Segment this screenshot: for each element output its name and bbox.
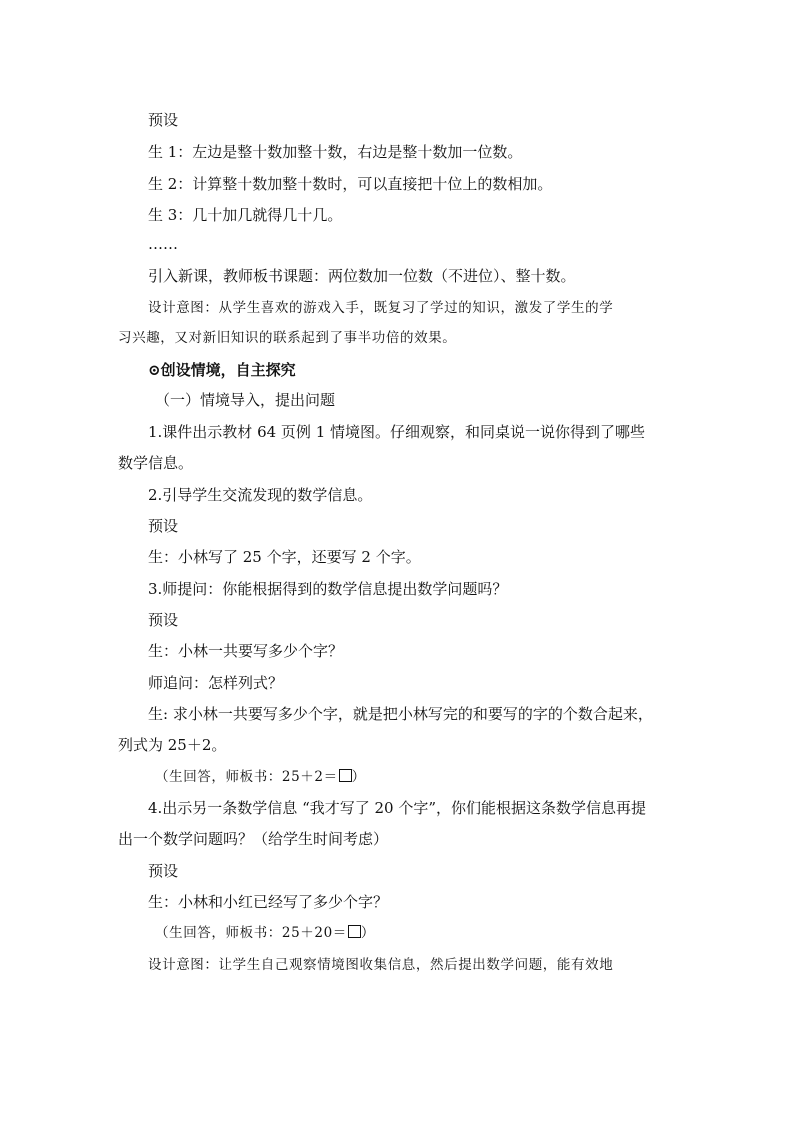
- design-intent-2: 设计意图：让学生自己观察情境图收集信息，然后提出数学问题，能有效地: [148, 957, 614, 973]
- design-intent-1-line-1: 设计意图：从学生喜欢的游戏入手，既复习了学过的知识，激发了学生的学: [148, 300, 614, 316]
- design-intent-1-line-2: 习兴趣，又对新旧知识的联系起到了事半功倍的效果。: [118, 330, 457, 346]
- close-paren: ）: [360, 925, 375, 941]
- step-1-line-2: 数学信息。: [118, 454, 194, 472]
- preset-label: 预设: [148, 517, 179, 535]
- step-4-line-1: 4.出示另一条数学信息 “我才写了 20 个字”，你们能根据这条数学信息再提: [148, 799, 647, 817]
- student-explanation-line-2: 列式为 25＋2。: [118, 736, 227, 754]
- step-4-line-2: 出一个数学问题吗？（给学生时间考虑）: [118, 830, 389, 848]
- section-heading: ⊙创设情境，自主探究: [148, 361, 296, 379]
- blackboard-note-text: （生回答，师板书：25＋2＝: [155, 769, 338, 785]
- blackboard-note-2: [155, 923, 375, 943]
- new-lesson-intro: 引入新课，教师板书课题：两位数加一位数（不进位）、整十数。: [148, 267, 576, 285]
- preset-label: 预设: [148, 862, 179, 880]
- step-3: 3.师提问：你能根据得到的数学信息提出数学问题吗？: [148, 580, 508, 598]
- student-answer: 生：小林写了 25 个字，还要写 2 个字。: [148, 548, 421, 566]
- student-answer-1: 生 1：左边是整十数加整十数，右边是整十数加一位数。: [148, 143, 523, 161]
- step-2: 2.引导学生交流发现的数学信息。: [148, 486, 373, 504]
- student-question: 生：小林一共要写多少个字？: [148, 642, 344, 660]
- student-question: 生：小林和小红已经写了多少个字？: [148, 893, 389, 911]
- blackboard-note-1: [155, 767, 366, 787]
- student-answer-3: 生 3：几十加几就得几十几。: [148, 206, 343, 224]
- ellipsis: ……: [148, 235, 178, 253]
- blank-box-icon: [348, 925, 361, 938]
- preset-label: 预设: [148, 111, 179, 129]
- blackboard-note-text: （生回答，师板书：25＋20＝: [155, 925, 347, 941]
- student-explanation-line-1: 生: 求小林一共要写多少个字，就是把小林写完的和要写的字的个数合起来，: [148, 705, 653, 723]
- preset-label: 预设: [148, 611, 179, 629]
- student-answer-2: 生 2：计算整十数加整十数时，可以直接把十位上的数相加。: [148, 175, 553, 193]
- close-paren: ）: [351, 769, 366, 785]
- blank-box-icon: [339, 769, 352, 782]
- subsection-heading: （一）情境导入，提出问题: [155, 391, 336, 409]
- teacher-follow-up: 师追问：怎样列式？: [148, 674, 284, 692]
- step-1-line-1: 1.课件出示教材 64 页例 1 情境图。仔细观察，和同桌说一说你得到了哪些: [148, 423, 646, 441]
